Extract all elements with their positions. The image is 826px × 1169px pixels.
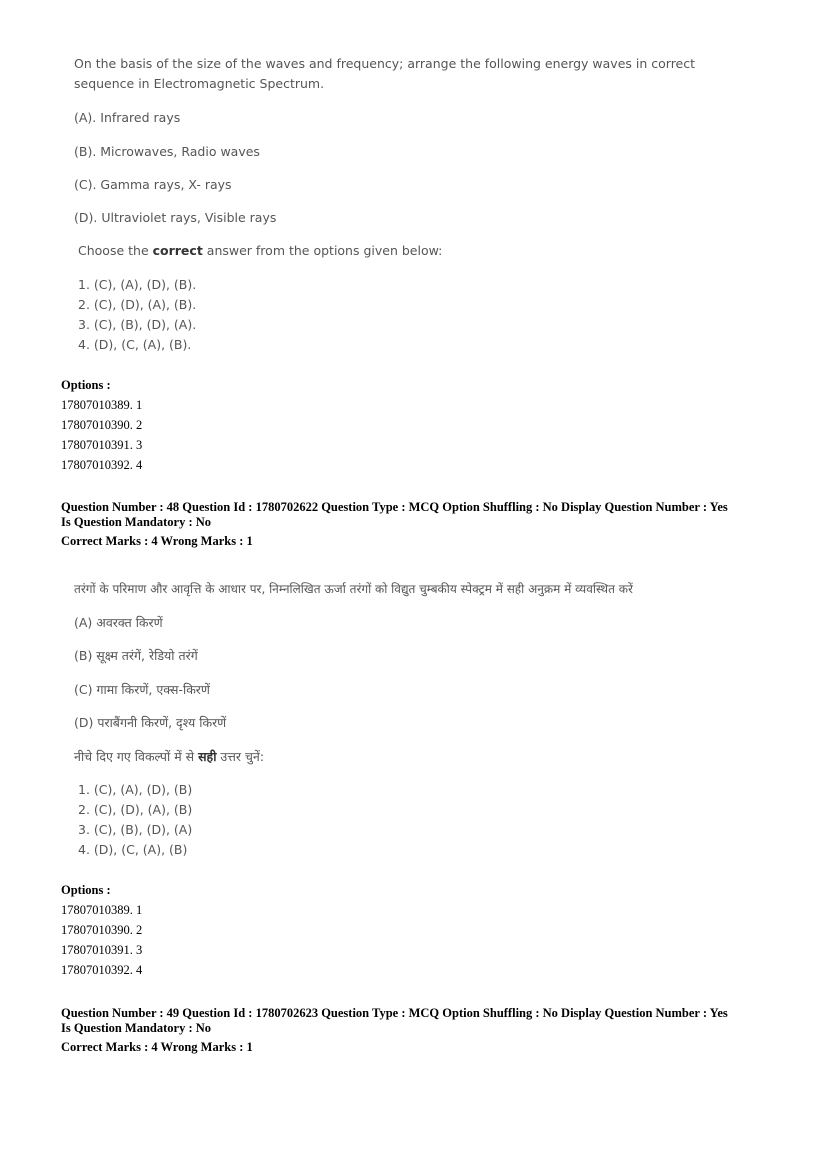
question-48-meta [61,500,781,530]
question-stem: On the basis of the size of the waves and frequency; arrange the following energy waves in correct sequence in Electromagnetic Spectrum. [74,56,696,91]
choice-item: 1. (C), (A), (D), (B) [78,782,193,797]
question-meta-line: Question Number : 49 Question Id : 1780702623 Question Type : MCQ Option Shuffling : No Display Question Number : Yes [61,1006,728,1020]
list-item: (D). Ultraviolet rays, Visible rays [74,210,277,225]
option-row: 17807010391. 3 [61,438,143,452]
choice-item: 4. (D), (C, (A), (B). [78,337,192,352]
list-item: (B) सूक्ष्म तरंगें, रेडियो तरंगें [74,648,198,663]
choice-item: 2. (C), (D), (A), (B) [78,802,193,817]
choice-item: 4. (D), (C, (A), (B) [78,842,188,857]
choice-item: 1. (C), (A), (D), (B). [78,277,197,292]
option-row: 17807010391. 3 [61,943,143,957]
instruction-emphasis: correct [152,243,203,258]
instruction [78,243,442,258]
instruction-emphasis: सही [198,749,217,764]
list-item: (A). Infrared rays [74,110,181,125]
options-label: Options : [61,883,111,897]
option-row: 17807010389. 1 [61,398,143,412]
question-stem: तरंगों के परिमाण और आवृत्ति के आधार पर, निम्नलिखित ऊर्जा तरंगों को विद्युत चुम्बकीय स्पेक्ट्रम में सही अनुक्रम में व्यवस्थित करें [74,582,633,596]
choice-item: 3. (C), (B), (D), (A). [78,317,197,332]
instruction-text: answer from the options given below: [202,243,443,258]
option-row: 17807010392. 4 [61,458,143,472]
option-row: 17807010390. 2 [61,923,143,937]
question-meta-line: Question Number : 48 Question Id : 1780702622 Question Type : MCQ Option Shuffling : No Display Question Number : Yes [61,500,728,514]
list-item: (A) अवरक्त किरणें [74,615,163,630]
instruction-text: उत्तर चुनें: [216,749,265,764]
option-row: 17807010390. 2 [61,418,143,432]
instruction-text: नीचे दिए गए विकल्पों में से [74,749,199,764]
option-row: 17807010392. 4 [61,963,143,977]
list-item: (B). Microwaves, Radio waves [74,144,260,159]
option-row: 17807010389. 1 [61,903,143,917]
choice-item: 2. (C), (D), (A), (B). [78,297,197,312]
question-meta-line: Is Question Mandatory : No [61,515,212,529]
question-49-meta [61,1006,781,1036]
instruction [74,748,264,765]
instruction-text: Choose the [78,243,153,258]
list-item: (D) पराबैंगनी किरणें, दृश्य किरणें [74,715,227,730]
list-item: (C) गामा किरणें, एक्स-किरणें [74,682,210,697]
options-label: Options : [61,378,111,392]
marks-line: Correct Marks : 4 Wrong Marks : 1 [61,1040,253,1054]
question-meta-line: Is Question Mandatory : No [61,1021,212,1035]
list-item: (C). Gamma rays, X- rays [74,177,232,192]
marks-line: Correct Marks : 4 Wrong Marks : 1 [61,534,253,548]
choice-item: 3. (C), (B), (D), (A) [78,822,193,837]
